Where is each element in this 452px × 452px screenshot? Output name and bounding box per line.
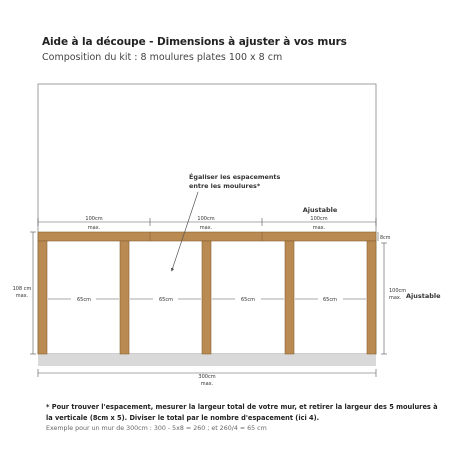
vertical-moulding-5: [367, 241, 376, 354]
adjustable-right-label: Ajustable: [406, 292, 441, 300]
gap-label-4: 65cm: [323, 297, 337, 303]
left-height-dimension: [30, 232, 36, 354]
rail-height-label: 8cm: [380, 236, 391, 241]
vertical-moulding-1: [38, 241, 47, 354]
right-height-dimension: [381, 243, 387, 354]
top-segment-3-unit: max.: [312, 225, 326, 231]
gap-label-2: 65cm: [159, 297, 173, 303]
vertical-moulding-4: [285, 241, 294, 354]
gap-label-3: 65cm: [241, 297, 255, 303]
top-segment-2-value: 100cm: [197, 216, 215, 222]
vertical-moulding-2: [120, 241, 129, 354]
total-width-unit: max.: [200, 381, 214, 387]
equalize-note-line1: Égaliser les espacements: [189, 173, 281, 181]
total-width-value: 300cm: [198, 374, 216, 380]
left-height-value: 108 cm: [12, 286, 32, 292]
top-segment-2-unit: max.: [199, 225, 213, 231]
adjustable-top-label: Ajustable: [302, 206, 338, 214]
right-height-unit: max.: [389, 295, 402, 301]
equalize-note-line2: entre les moulures*: [189, 182, 261, 190]
page-title: Aide à la découpe - Dimensions à ajuster à vos murs: [42, 36, 347, 48]
top-segment-1-unit: max.: [87, 225, 101, 231]
page-subtitle: Composition du kit : 8 moulures plates 100 x 8 cm: [42, 52, 283, 63]
top-rail: [38, 232, 376, 241]
gap-label-1: 65cm: [77, 297, 91, 303]
equalize-pointer-arrow: [172, 192, 198, 270]
floor-strip: [38, 354, 376, 366]
footnote-example: Exemple pour un mur de 300cm : 300 - 5x8 = 260 ; et 260/4 = 65 cm: [46, 425, 267, 432]
footnote-instructions: * Pour trouver l'espacement, mesurer la largeur total de votre mur, et retirer la largeur des 5 moulures à la verticale (8cm x 5). Diviser le total par le nombre d'espacement (ici 4).: [46, 403, 438, 422]
top-segment-3-value: 100cm: [310, 216, 328, 222]
vertical-moulding-3: [202, 241, 211, 354]
right-height-value: 100cm: [389, 288, 407, 294]
left-height-unit: max.: [15, 293, 29, 299]
top-segment-1-value: 100cm: [85, 216, 103, 222]
